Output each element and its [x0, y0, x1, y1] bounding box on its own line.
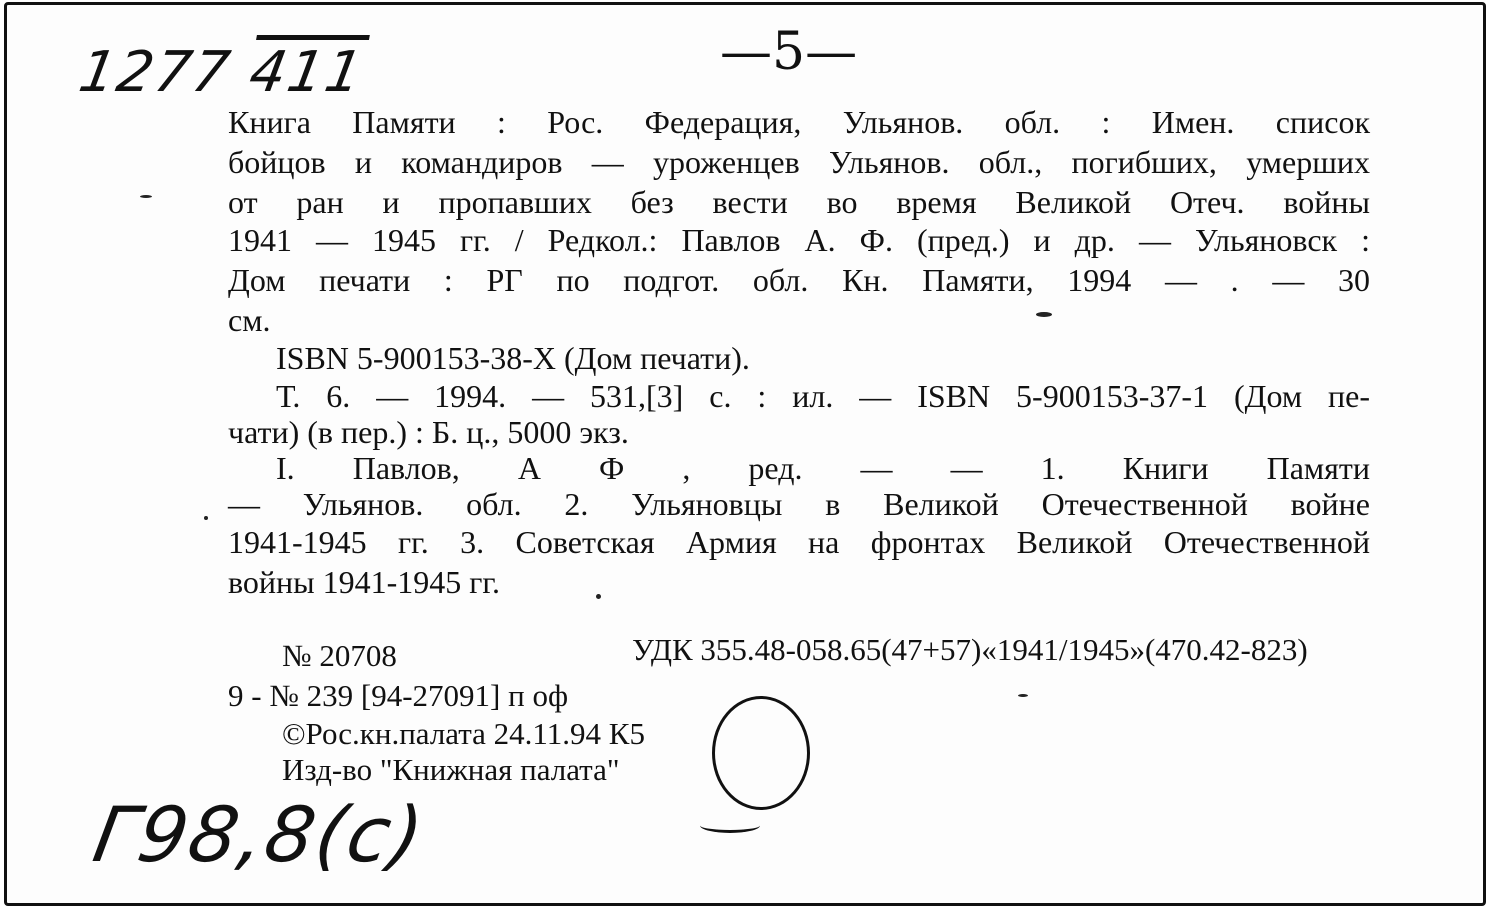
- handwritten-classmark: Г98,8(с): [87, 790, 432, 879]
- card-text-line: чати) (в пер.) : Б. ц., 5000 экз.: [228, 414, 629, 450]
- ink-speck: [1036, 312, 1052, 317]
- record-number: № 20708: [282, 638, 397, 673]
- footer-line: ©Рос.кн.палата 24.11.94 К5: [282, 716, 645, 751]
- card-text-line: от ран и пропавших без вести во время Великой Отеч. войны: [228, 184, 1370, 220]
- card-text-line: Дом печати : РГ по подгот. обл. Кн. Памяти, 1994 — . — 30: [228, 262, 1370, 298]
- footer-line: 9 - № 239 [94-27091] п оф: [228, 678, 569, 713]
- stamp-mark: [700, 818, 760, 833]
- udc-code: УДК 355.48-058.65(47+57)«1941/1945»(470.42-823): [632, 632, 1308, 667]
- card-text-line: бойцов и командиров — уроженцев Ульянов. обл., погибших, умерших: [228, 144, 1370, 180]
- tracings-line: войны 1941-1945 гг.: [228, 564, 500, 600]
- tracings-line: — Ульянов. обл. 2. Ульяновцы в Великой Отечественной войне: [228, 486, 1370, 522]
- footer-line: Изд-во "Книжная палата": [282, 752, 620, 787]
- card-text-line: см.: [228, 302, 271, 338]
- tracings-line: 1941-1945 гг. 3. Советская Армия на фронтах Великой Отечественной: [228, 524, 1370, 560]
- volume-line: Т. 6. — 1994. — 531,[3] с. : ил. — ISBN 5-900153-37-1 (Дом пе-: [276, 378, 1370, 414]
- ink-speck: [1018, 694, 1028, 697]
- ink-speck: [140, 195, 152, 198]
- tracings-line: I. Павлов, А Ф , ред. — — 1. Книги Памяти: [276, 450, 1370, 486]
- handwritten-shelfmark: 1277 411: [74, 40, 369, 105]
- ink-speck: [204, 516, 208, 520]
- isbn-line: ISBN 5-900153-38-X (Дом печати).: [276, 340, 750, 376]
- ink-speck: [596, 594, 601, 599]
- page-number: —5—: [720, 22, 858, 82]
- stamp-outline: [712, 696, 810, 810]
- card-text-line: 1941 — 1945 гг. / Редкол.: Павлов А. Ф. (пред.) и др. — Ульяновск :: [228, 222, 1370, 258]
- card-text-line: Книга Памяти : Рос. Федерация, Ульянов. обл. : Имен. список: [228, 104, 1370, 140]
